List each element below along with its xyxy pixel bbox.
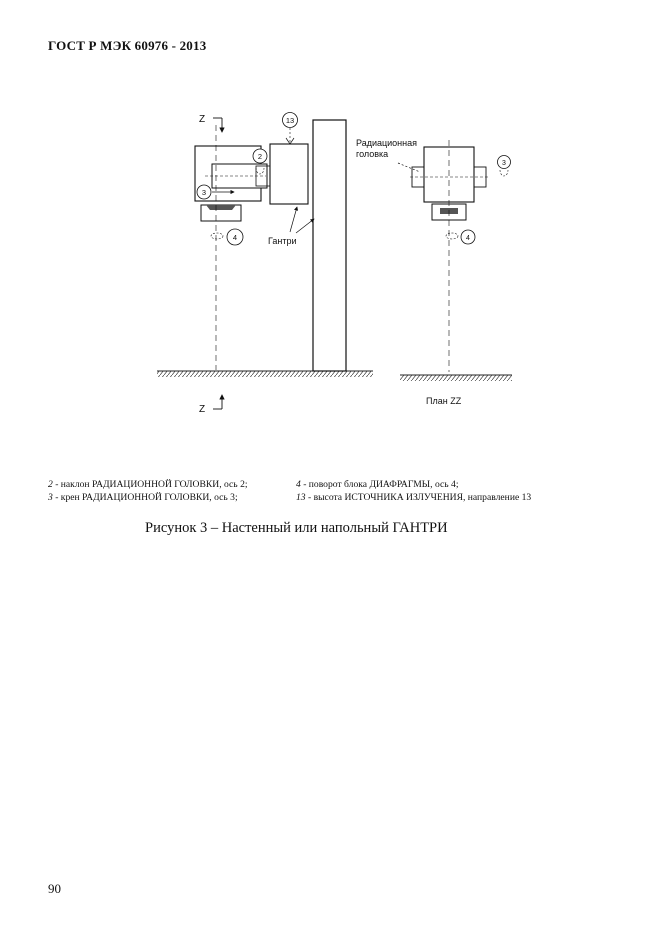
plan-zz-label: План ZZ (426, 396, 462, 406)
gantry-arm-block (270, 144, 308, 204)
right-floor (400, 375, 512, 381)
figure-caption: Рисунок 3 – Настенный или напольный ГАНТРИ (145, 520, 448, 536)
svg-text:головка: головка (356, 149, 389, 159)
collimator-side (201, 205, 241, 221)
svg-text:4: 4 (466, 235, 470, 242)
svg-text:13: 13 (285, 116, 295, 125)
svg-text:3: 3 (502, 160, 506, 167)
page-number: 90 (48, 881, 61, 896)
svg-text:2: 2 (257, 152, 263, 161)
marker-4-right (446, 230, 475, 244)
svg-text:Радиационная: Радиационная (356, 138, 418, 148)
z-section-mark-bottom (199, 395, 222, 415)
gantry-label (268, 207, 314, 246)
z-label-bottom: Z (199, 404, 206, 415)
legend-row (48, 478, 459, 491)
gantry-column (313, 120, 346, 371)
svg-text:3: 3 (201, 188, 207, 197)
z-label-top: Z (199, 114, 206, 125)
figure-legend (48, 478, 532, 504)
marker-13 (283, 113, 298, 145)
legend-item: 2 - наклон РАДИАЦИОННОЙ ГОЛОВКИ, ось 2; (48, 479, 248, 490)
svg-text:4: 4 (232, 233, 238, 242)
legend-row (48, 491, 532, 504)
radiation-head-label (356, 138, 420, 172)
z-section-mark-top (199, 114, 222, 132)
legend-item: 3 - крен РАДИАЦИОННОЙ ГОЛОВКИ, ось 3; (48, 492, 238, 503)
marker-3-right (498, 156, 511, 177)
document-header: ГОСТ Р МЭК 60976 - 2013 (48, 38, 207, 53)
left-floor (157, 371, 373, 377)
legend-item: 4 - поворот блока ДИАФРАГМЫ, ось 4; (296, 479, 459, 490)
svg-text:Гантри: Гантри (268, 236, 297, 246)
legend-item: 13 - высота ИСТОЧНИКА ИЗЛУЧЕНИЯ, направление 13 (296, 492, 532, 503)
